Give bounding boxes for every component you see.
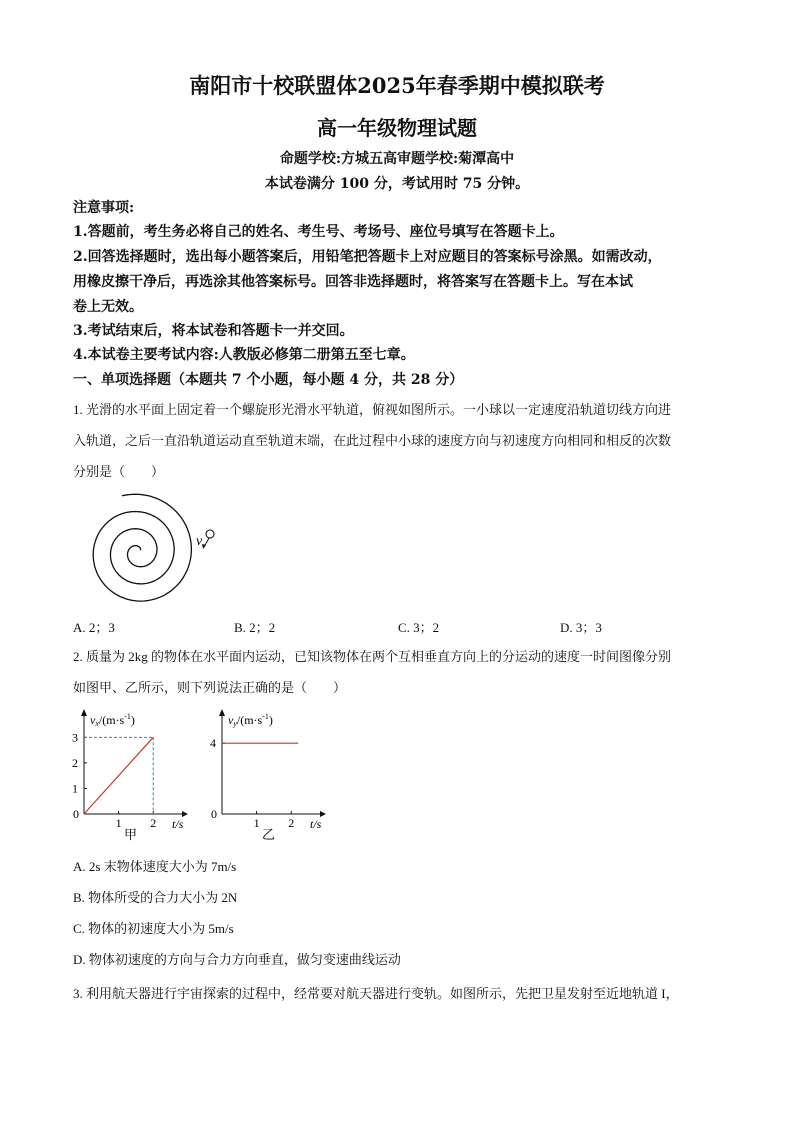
q1-line: 入轨道，之后一直沿轨道运动直至轨道末端，在此过程中小球的速度方向与初速度方向相同和相反的次数 [73, 433, 672, 448]
y-axis-label: $vy/(m\cdot s^{-1})$ [228, 712, 273, 728]
exam-subtitle: 高一年级物理试题 [317, 116, 477, 140]
spiral-track [93, 494, 191, 601]
exam-title: 南阳市十校联盟体2025年春季期中模拟联考 [189, 73, 605, 98]
x-tick-label: 1 [253, 816, 260, 830]
note-line: 4.本试卷主要考试内容:人教版必修第二册第五至七章。 [73, 347, 415, 363]
chart-jia [70, 706, 195, 846]
q2-option-b[interactable]: B. 物体所受的合力大小为 2N [73, 890, 238, 905]
q3-line: 3. 利用航天器进行宇宙探索的过程中，经常要对航天器进行变轨。如图所示，先把卫星发射至近地轨道 I， [73, 986, 679, 1001]
x-tick-label: 1 [115, 816, 122, 830]
ball [206, 530, 214, 538]
schools-line: 命题学校:方城五高审题学校:菊潭高中 [279, 151, 515, 167]
x-axis-label: t/s [310, 817, 322, 831]
q1-line: 1. 光滑的水平面上固定着一个螺旋形光滑水平轨道，俯视如图所示。一小球以一定速度沿轨道切线方向进 [73, 402, 672, 417]
tick-group [210, 736, 294, 830]
y-tick-label: 4 [210, 736, 216, 751]
y-axis-label: $vx/(m\cdot s^{-1})$ [90, 712, 135, 728]
q1-option-b[interactable]: B. 2；2 [234, 620, 276, 635]
y-tick-label: 1 [72, 781, 78, 796]
origin-label: 0 [73, 807, 79, 821]
q1-option-d[interactable]: D. 3；3 [560, 620, 602, 635]
note-line: 3.考试结束后，将本试卷和答题卡一并交回。 [73, 323, 354, 339]
y-tick-label: 2 [72, 755, 78, 770]
y-tick-label: 3 [72, 730, 78, 745]
note-line: 用橡皮擦干净后，再选涂其他答案标号。回答非选择题时，将答案写在答题卡上。写在本试 [73, 274, 633, 290]
note-line: 1.答题前，考生务必将自己的姓名、考生号、考场号、座位号填写在答题卡上。 [73, 224, 564, 240]
spiral-track-figure [70, 492, 230, 612]
q2-line: 如图甲、乙所示，则下列说法正确的是（ ） [73, 680, 347, 695]
chart-caption: 乙 [262, 827, 276, 842]
q2-option-a[interactable]: A. 2s 末物体速度大小为 7m/s [73, 859, 237, 874]
q2-line: 2. 质量为 2kg 的物体在水平面内运动，已知该物体在两个互相垂直方向上的分运动的速度一时间图像分别 [73, 649, 672, 664]
q1-option-a[interactable]: A. 2；3 [73, 620, 115, 635]
x-tick-label: 2 [288, 816, 295, 830]
section-heading: 一、单项选择题（本题共 7 个小题，每小题 4 分，共 28 分） [73, 372, 464, 388]
notes-heading: 注意事项: [73, 200, 135, 216]
x-tick-label: 2 [150, 816, 157, 830]
q1-line: 分别是（ ） [73, 464, 165, 479]
q2-option-c[interactable]: C. 物体的初速度大小为 5m/s [73, 921, 234, 936]
y-axis-arrow [81, 709, 87, 716]
exam-info-line: 本试卷满分 100 分，考试用时 75 分钟。 [264, 176, 530, 192]
q1-option-c[interactable]: C. 3；2 [398, 620, 440, 635]
chart-yi [208, 706, 333, 846]
origin-label: 0 [211, 807, 217, 821]
q2-option-d[interactable]: D. 物体初速度的方向与合力方向垂直，做匀变速曲线运动 [73, 952, 401, 967]
chart-caption: 甲 [124, 827, 138, 842]
x-axis-label: t/s [172, 817, 184, 831]
note-line: 2.回答选择题时，选出每小题答案后，用铅笔把答题卡上对应题目的答案标号涂黑。如需改动， [73, 249, 662, 265]
note-line: 卷上无效。 [73, 299, 143, 315]
series-group [84, 737, 153, 814]
series-line [84, 737, 153, 814]
velocity-label: v [196, 534, 203, 549]
y-axis-arrow [219, 709, 225, 716]
